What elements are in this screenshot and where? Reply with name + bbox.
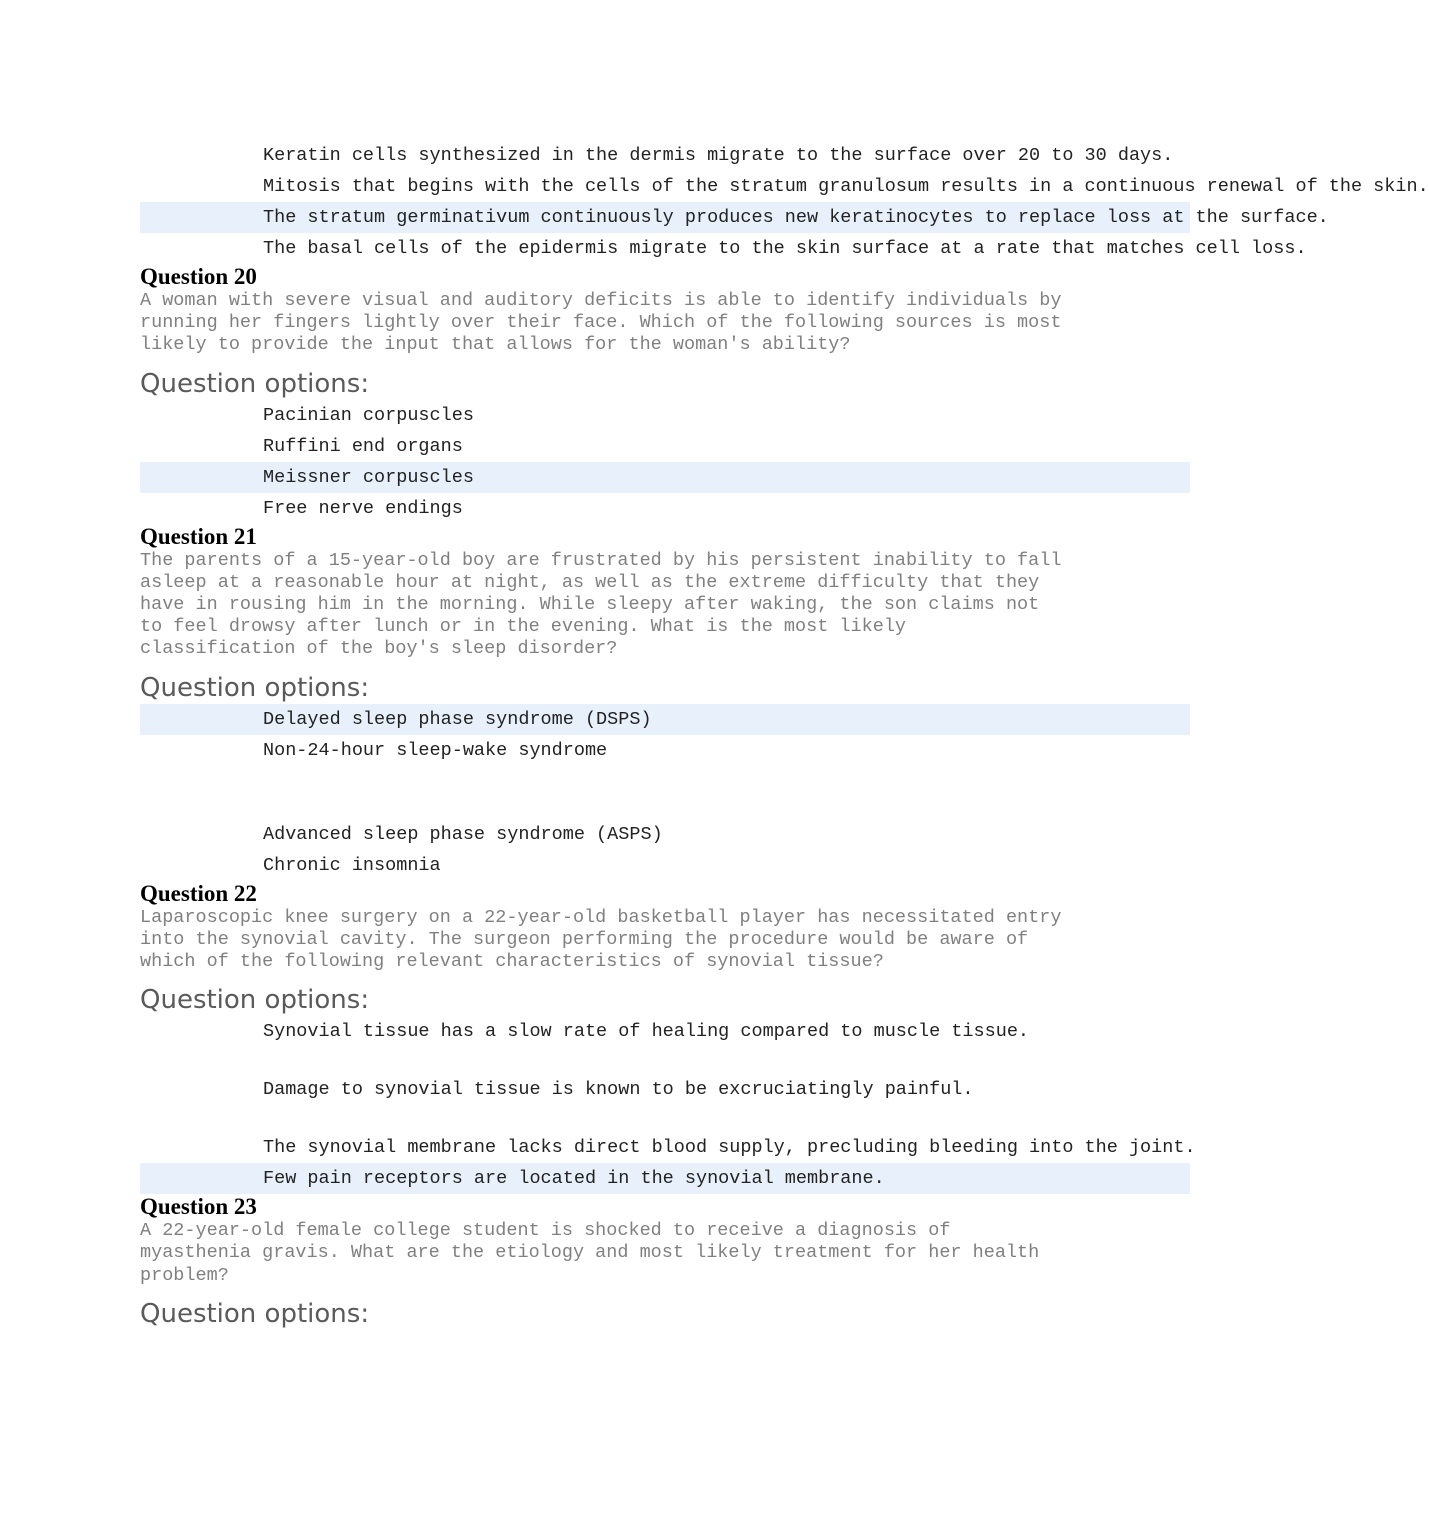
option-q21-b[interactable]: Non-24-hour sleep-wake syndrome <box>263 739 608 761</box>
question-text: The parents of a 15-year-old boy are frustrated by his persistent inability to fall asleep at a reasonable hour at night, as well as the extreme difficulty that they have in rousing him in the morning. While sleepy after waking, the son claims not to feel drowsy after lunch or in the evening. What is the most likely classification of the boy's sleep disorder? <box>140 549 1062 660</box>
option-q21-d[interactable]: Chronic insomnia <box>263 854 441 876</box>
question-title: Question 20 <box>140 264 257 289</box>
option-q21-c[interactable]: Advanced sleep phase syndrome (ASPS) <box>263 823 663 845</box>
option-q21-a-selected[interactable]: Delayed sleep phase syndrome (DSPS) <box>140 704 1190 735</box>
option-q19-d[interactable]: The basal cells of the epidermis migrate to the skin surface at a rate that matches cell loss. <box>263 238 1307 259</box>
question-21 <box>140 524 1190 881</box>
question-22 <box>140 880 1196 1195</box>
question-text: A 22-year-old female college student is shocked to receive a diagnosis of myasthenia gravis. What are the etiology and most likely treatment for her health problem? <box>140 1220 1040 1286</box>
option-q19-b[interactable]: Mitosis that begins with the cells of the stratum granulosum results in a continuous renewal of the skin. <box>263 176 1429 197</box>
question-options-label: Question options: <box>140 368 370 399</box>
question-23 <box>140 1194 1190 1329</box>
option-q19-a[interactable]: Keratin cells synthesized in the dermis migrate to the surface over 20 to 30 days. <box>263 145 1174 166</box>
question-title: Question 22 <box>140 880 257 906</box>
option-q20-c-selected[interactable]: Meissner corpuscles <box>140 462 1190 493</box>
question-options-label: Question options: <box>140 672 370 703</box>
question-text: A woman with severe visual and auditory deficits is able to identify individuals by running her fingers lightly over their face. Which of the following sources is most likely to provide the input that allows for the woman's ability? <box>140 290 1062 356</box>
option-q22-a[interactable]: Synovial tissue has a slow rate of healing compared to muscle tissue. <box>263 1021 1030 1043</box>
option-q22-c[interactable]: The synovial membrane lacks direct blood supply, precluding bleeding into the joint. <box>263 1137 1196 1159</box>
question-19-options <box>140 140 1429 264</box>
option-q20-a[interactable]: Pacinian corpuscles <box>263 404 474 426</box>
option-q22-b[interactable]: Damage to synovial tissue is known to be excruciatingly painful. <box>263 1079 974 1101</box>
option-q20-d[interactable]: Free nerve endings <box>263 497 463 519</box>
question-title: Question 23 <box>140 1194 257 1220</box>
question-text: Laparoscopic knee surgery on a 22-year-old basketball player has necessitated entry into the synovial cavity. The surgeon performing the procedure would be aware of which of the following relevant characteristics of synovial tissue? <box>140 906 1062 973</box>
option-q19-c-selected[interactable]: The stratum germinativum continuously produces new keratinocytes to replace loss at the surface. <box>140 202 1190 233</box>
question-20 <box>140 264 1190 524</box>
question-options-label: Question options: <box>140 985 370 1016</box>
option-q22-d-selected[interactable]: Few pain receptors are located in the synovial membrane. <box>140 1163 1190 1194</box>
question-title: Question 21 <box>140 523 257 549</box>
quiz-page <box>140 140 1429 1330</box>
question-options-label: Question options: <box>140 1298 370 1329</box>
option-q20-b[interactable]: Ruffini end organs <box>263 435 463 457</box>
